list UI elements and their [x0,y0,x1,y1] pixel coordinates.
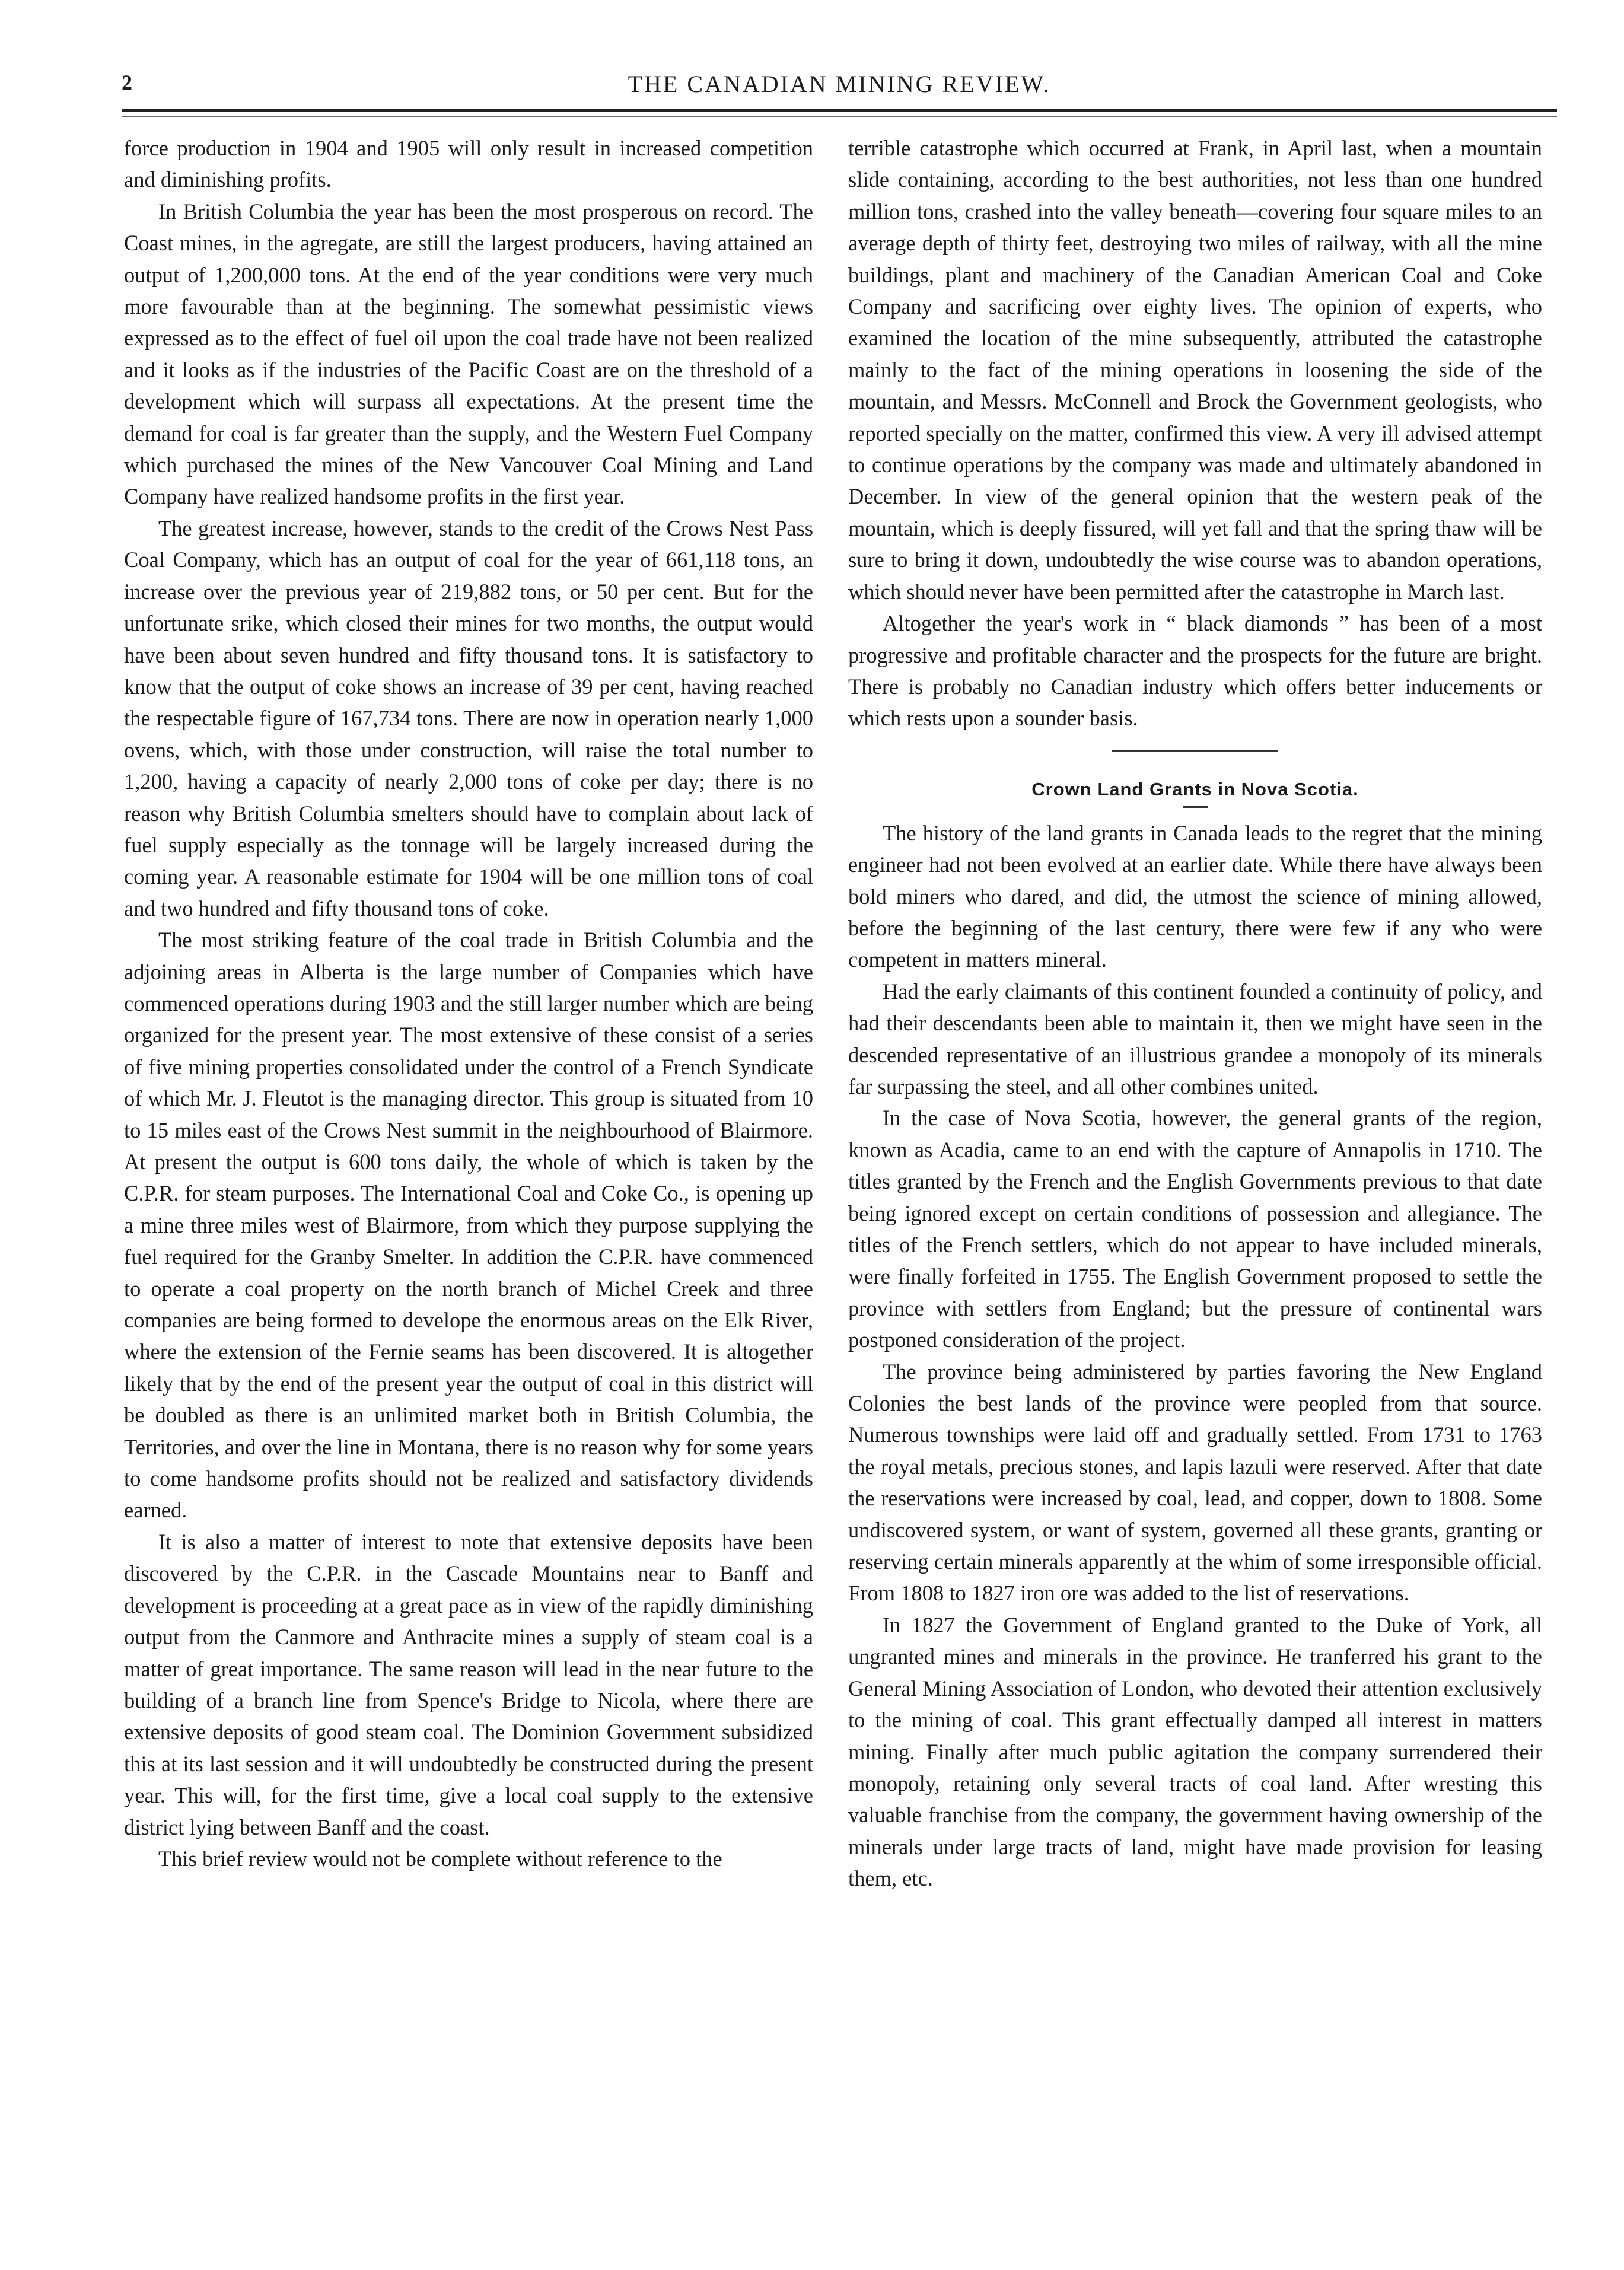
right-column [848,132,1542,1895]
journal-title: THE CANADIAN MINING REVIEW. [628,71,1051,97]
paragraph: The greatest increase, however, stands to the credit of the Crows Nest Pass Coal Company, which has an output of coal for the year of 661,118 tons, an increase over the previous year of 219,882 tons, or 50 per cent. But for the unfortunate srike, which closed their mines for two months, the output would have been about seven hundred and fifty thousand tons. It is satisfactory to know that the output of coke shows an increase of 39 per cent, having reached the respectable figure of 167,734 tons. There are now in operation nearly 1,000 ovens, which, with those under construction, will raise the total number to 1,200, having a capacity of nearly 2,000 tons of coke per day; there is no reason why British Columbia smelters should have to complain about lack of fuel supply especially as the tonnage will be largely increased during the coming year. A reasonable estimate for 1904 will be one million tons of coal and two hundred and fifty thousand tons of coke. [124,515,813,921]
paragraph: The most striking feature of the coal trade in British Columbia and the adjoining areas in Alberta is the large number of Companies which have commenced operations during 1903 and the still larger number which are being organized for the present year. The most extensive of these consist of a series of five mining properties consolidated under the control of a French Syndicate of which Mr. J. Fleutot is the managing director. This group is situated from 10 to 15 miles east of the Crows Nest summit in the neighbourhood of Blairmore. At present the output is 600 tons daily, the whole of which is taken by the C.P.R. for steam purposes. The International Coal and Coke Co., is opening up a mine three miles west of Blairmore, from which they purpose supplying the fuel required for the Granby Smelter. In addition the C.P.R. have commenced to operate a coal property on the north branch of Michel Creek and three companies are being formed to develope the enormous areas on the Elk River, where the extension of the Fernie seams has been discovered. It is altogether likely that by the end of the present year the output of coal in this district will be doubled as there is an unlimited market both in British Columbia, the Territories, and over the line in Montana, there is no reason why for some years to come handsome profits should not be realized and satisfactory dividends earned. [124,928,813,1523]
paragraph: It is also a matter of interest to note that extensive deposits have been discovered by the C.P.R. in the Cascade Mountains near to Banff and development is proceeding at a great pace as in view of the rapidly diminishing output from the Canmore and Anthracite mines a supply of steam coal is a matter of great importance. The same reason will lead in the near future to the building of a branch line from Spence's Bridge to Nicola, where there are extensive deposits of good steam coal. The Dominion Government subsidized this at its last session and it will undoubtedly be constructed during the present year. This will, for the first time, give a local coal supply to the extensive district lying between Banff and the coast. [124,1529,813,1839]
paragraph: In British Columbia the year has been the most prosperous on record. The Coast mines, in the agregate, are still the largest producers, having attained an output of 1,200,000 tons. At the end of the year conditions were very much more favourable than at the beginning. The somewhat pessimistic views expressed as to the effect of fuel oil upon the coal trade have not been realized and it looks as if the industries of the Pacific Coast are on the threshold of a development which will surpass all expectations. At the present time the demand for coal is far greater than the supply, and the Western Fuel Company which purchased the mines of the New Vancouver Coal Mining and Land Company have realized handsome profits in the first year. [124,199,813,509]
paragraph: This brief review would not be complete without reference to the [158,1846,722,1871]
section-heading: Crown Land Grants in Nova Scotia. [1031,778,1359,800]
left-column [124,132,813,1874]
paragraph: Had the early claimants of this continent founded a continuity of policy, and had their descendants been able to maintain it, then we might have seen in the descended representative of an illustrious grandee a monopoly of its minerals far surpassing the steel, and all other combines united. [848,979,1542,1099]
section-separator [1112,750,1278,752]
header-rule [122,109,1557,117]
paragraph: The history of the land grants in Canada leads to the regret that the mining engineer had not been evolved at an earlier date. While there have always been bold miners who dared, and did, the utmost the science of mining allowed, before the beginning of the last century, there were few if any who were competent in matters mineral. [848,820,1542,972]
paragraph: The province being administered by parties favoring the New England Colonies the best lands of the province were peopled from that source. Numerous townships were laid off and gradually settled. From 1731 to 1763 the royal metals, precious stones, and lapis lazuli were reserved. After that date the reservations were increased by coal, lead, and copper, down to 1808. Some undiscovered system, or want of system, governed all these grants, granting or reserving certain minerals apparently at the whim of some irresponsible official. From 1808 to 1827 iron ore was added to the list of reservations. [848,1359,1542,1606]
paragraph: force production in 1904 and 1905 will only result in increased competition and diminishing profits. [124,136,813,192]
paragraph: Altogether the year's work in “ black diamonds ” has been of a most progressive and profitable character and the prospects for the future are bright. There is probably no Canadian industry which offers better inducements or which rests upon a sounder basis. [848,611,1542,731]
paragraph: terrible catastrophe which occurred at Frank, in April last, when a mountain slide containing, according to the best authorities, not less than one hundred million tons, crashed into the valley beneath—covering four square miles to an average depth of thirty feet, destroying two miles of railway, with all the mine buildings, plant and machinery of the Canadian American Coal and Coke Company and sacrificing over eighty lives. The opinion of experts, who examined the location of the mine subsequently, attributed the catastrophe mainly to the fact of the mining operations in loosening the side of the mountain, and Messrs. McConnell and Brock the Government geologists, who reported specially on the matter, confirmed this view. A very ill advised attempt to continue operations by the company was made and ultimately abandoned in December. In view of the general opinion that the western peak of the mountain, which is deeply fissured, will yet fall and that the spring thaw will be sure to bring it down, undoubtedly the wise course was to abandon operations, which should never have been permitted after the catastrophe in March last. [848,136,1542,604]
paragraph: In the case of Nova Scotia, however, the general grants of the region, known as Acadia, came to an end with the capture of Annapolis in 1710. The titles granted by the French and the English Governments previous to that date being ignored except on certain conditions of possession and allegiance. The titles of the French settlers, which do not appear to have included minerals, were finally forfeited in 1755. The English Government proposed to settle the province with settlers from England; but the pressure of continental wars postponed consideration of the project. [848,1106,1542,1352]
page-number: 2 [122,71,132,94]
paragraph: In 1827 the Government of England granted to the Duke of York, all ungranted mines and minerals in the province. He tranferred his grant to the General Mining Association of London, who devoted their attention exclusively to the mining of coal. This grant effectually damped all interest in matters mining. Finally after much public agitation the company surrendered their monopoly, retaining only several tracts of coal land. After wresting this valuable franchise from the company, the government having ownership of the minerals under large tracts of land, might have made provision for leasing them, etc. [848,1612,1542,1891]
heading-underline [1183,806,1208,808]
